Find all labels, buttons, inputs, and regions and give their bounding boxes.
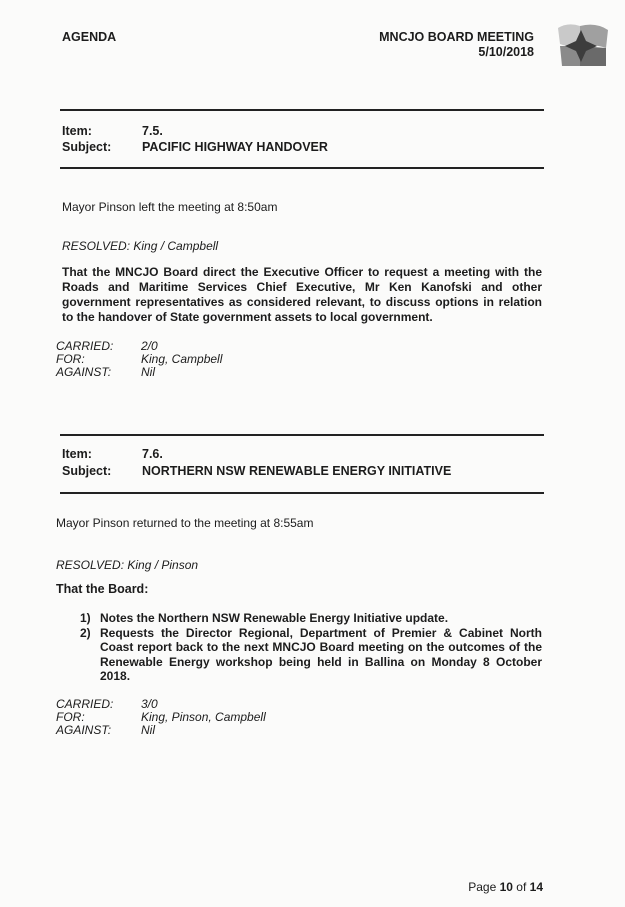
carried-label: CARRIED: xyxy=(56,697,114,711)
item-number: 7.5. xyxy=(142,124,163,138)
resolution-point-number: 1) xyxy=(80,611,91,625)
item-label: Item: xyxy=(62,124,92,138)
against-value: Nil xyxy=(141,723,155,737)
resolution-point-number: 2) xyxy=(80,625,91,640)
page-mid: of xyxy=(512,880,530,894)
resolved-line: RESOLVED: King / Pinson xyxy=(56,558,199,572)
header-agenda-label: AGENDA xyxy=(62,30,117,44)
item-label: Item: xyxy=(62,447,92,461)
subject-label: Subject: xyxy=(62,140,112,154)
for-label: FOR: xyxy=(56,352,85,366)
resolution-point-text: Notes the Northern NSW Renewable Energy Initiative update. xyxy=(100,611,449,625)
resolution-point xyxy=(80,611,542,626)
carried-label: CARRIED: xyxy=(56,339,114,353)
item-bottom-rule xyxy=(60,492,544,494)
resolution-point xyxy=(80,626,542,684)
item-top-rule xyxy=(60,434,544,436)
meeting-date: 5/10/2018 xyxy=(478,45,534,59)
subject-label: Subject: xyxy=(62,464,112,478)
attendance-note: Mayor Pinson returned to the meeting at 8:55am xyxy=(56,516,314,530)
resolution-point-text: Requests the Director Regional, Department of Premier & Cabinet North Coast report back to the next MNCJO Board meeting on the outcomes of the Renewable Energy workshop being held in Ballina on Monday 8 October 2018. xyxy=(100,625,542,683)
against-label: AGAINST: xyxy=(56,365,112,379)
page-current: 10 xyxy=(499,880,513,894)
item-number: 7.6. xyxy=(142,447,163,461)
against-value: Nil xyxy=(141,365,155,379)
resolved-line: RESOLVED: King / Campbell xyxy=(62,239,219,253)
mncjo-logo-icon xyxy=(556,20,612,68)
resolution-list xyxy=(80,611,542,684)
item-bottom-rule xyxy=(60,167,544,169)
item-top-rule xyxy=(60,109,544,111)
page-total: 14 xyxy=(529,880,543,894)
for-value: King, Campbell xyxy=(141,352,223,366)
for-value: King, Pinson, Campbell xyxy=(141,710,266,724)
page-prefix: Page xyxy=(468,880,500,894)
subject-title: PACIFIC HIGHWAY HANDOVER xyxy=(142,140,328,154)
page-number xyxy=(468,880,543,894)
subject-title: NORTHERN NSW RENEWABLE ENERGY INITIATIVE xyxy=(142,464,452,478)
resolution-intro: That the Board: xyxy=(56,582,149,596)
carried-value: 2/0 xyxy=(141,339,158,353)
attendance-note: Mayor Pinson left the meeting at 8:50am xyxy=(62,200,278,214)
against-label: AGAINST: xyxy=(56,723,112,737)
carried-value: 3/0 xyxy=(141,697,158,711)
for-label: FOR: xyxy=(56,710,85,724)
resolution-text: That the MNCJO Board direct the Executive Officer to request a meeting with the Roads and Maritime Services Chief Executive, Mr Ken Kanofski and other government representatives as considered relevant, to discuss options in relation to the handover of State government assets to local government. xyxy=(62,265,542,324)
meeting-title: MNCJO BOARD MEETING xyxy=(379,30,534,44)
